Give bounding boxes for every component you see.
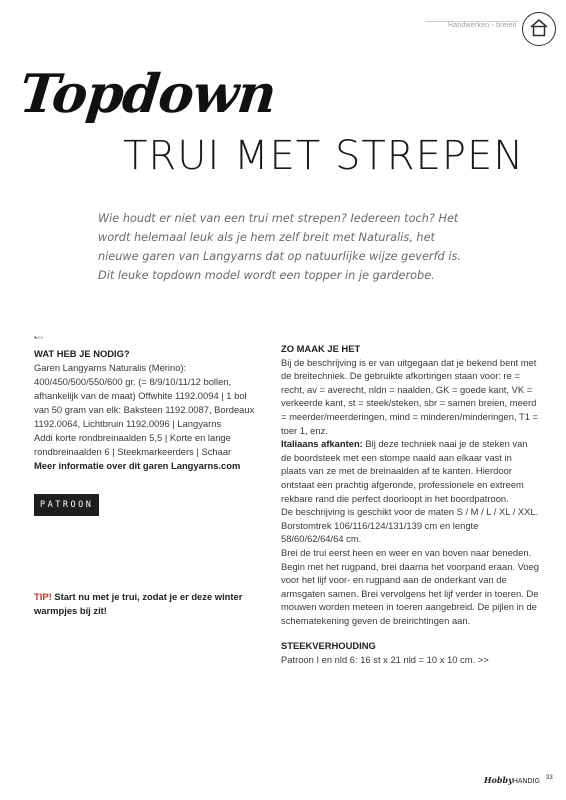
construction-paragraph: Brei de trui eerst heen en weer en van boven naar beneden. Begin met het rugpand, brei daarna het voorpand eraan. Voeg voor het lijf voor- en rugpand aan de onderkant van de armsgaten samen. Brei vervolgens het lijf verder in toeren. De mouwen worden meteen in toeren aangebreid. De pijlen in de schematekening geven de breirichtingen aan.: [281, 546, 539, 626]
abbreviations-paragraph: Bij de beschrijving is er van uitgegaan dat je bekend bent met de breitechniek. De gebruikte afkortingen staan voor: re = recht, av = averecht, nldn = naalden, GK = goede kant, VK = verkeerde kant, st = steek/steken, sbr = samen breien, meerd = meerder/meerderingen, mind = minderen/minderingen, T1 = toer 1, enz.: [281, 356, 538, 436]
difficulty-star-filled: *: [34, 335, 38, 344]
instructions-column: [281, 342, 539, 667]
home-button[interactable]: [522, 12, 556, 46]
instructions-heading: ZO MAAK JE HET: [281, 343, 361, 354]
tip-text: Start nu met je trui, zodat je er deze winter warmpjes bij zit!: [34, 591, 243, 616]
spacer: [281, 627, 539, 639]
gauge-paragraph: Patroon I en nld 6: 16 st x 21 nld = 10 x 10 cm. >>: [281, 654, 489, 666]
more-info-link[interactable]: Meer informatie over dit garen Langyarns.com: [34, 460, 241, 471]
logo-brand: Hobby: [484, 775, 513, 785]
materials-line: 1192.0064, Lichtbruin 1192.0096 | Langyarns: [34, 418, 222, 429]
materials-line: 400/450/500/550/600 gr. (= 8/9/10/11/12 bollen,: [34, 376, 232, 387]
materials-line: van 50 gram van elk: Baksteen 1192.0087, Bordeaux: [34, 404, 255, 415]
patroon-badge: PATROON: [34, 494, 99, 516]
materials-line: rondbreinaalden 6 | Steekmarkeerders | Schaar: [34, 446, 232, 457]
title-script: Topdown: [16, 63, 279, 125]
materials-heading: WAT HEB JE NODIG?: [34, 348, 130, 359]
page-title: TRUI MET STREPEN: [123, 133, 525, 179]
tip-label: TIP!: [34, 591, 52, 602]
materials-line: afhankelijk van de maat) Offwhite 1192.0094 | 1 bol: [34, 390, 247, 401]
materials-line: Garen Langyarns Naturalis (Merino):: [34, 362, 187, 373]
home-icon: [529, 18, 549, 38]
intro-paragraph: Wie houdt er niet van een trui met strepen? Iedereen toch? Het wordt helemaal leuk als je hem zelf breit met Naturalis, het nieuwe garen van Langyarns dat op natuurlijke wijze geverfd is. Dit leuke topdown model wordt een topper in je garderobe.: [98, 212, 461, 282]
section-label: Handwerken - breien: [448, 22, 517, 29]
magazine-logo: [484, 775, 540, 785]
materials-column: [34, 333, 262, 618]
italian-binding-label: Italiaans afkanten:: [281, 438, 363, 450]
difficulty-star-empty: **: [37, 335, 44, 344]
materials-line: Addi korte rondbreinaalden 5,5 | Korte en lange: [34, 432, 231, 443]
italian-binding-paragraph: [281, 437, 539, 505]
sizes-paragraph: De beschrijving is geschikt voor de maten S / M / L / XL / XXL. Borstomtrek 106/116/124/131/139 cm en lengte 58/60/62/64/64 cm.: [281, 506, 539, 545]
difficulty-rating: [34, 333, 262, 347]
page-number: 33: [546, 775, 553, 781]
logo-suffix: HANDIG: [512, 778, 540, 785]
gauge-heading: STEEKVERHOUDING: [281, 640, 376, 652]
tip-box: [34, 590, 262, 618]
italian-binding-text: Bij deze techniek naai je de steken van de boordsteek met een stompe naald aan elkaar vast in plaats van ze met de breinaalden af te kanten. Hierdoor ontstaat een prachtig afgeronde, professionele en extreem rekbare rand die perfect doorloopt in het boordpatroon.: [281, 438, 528, 504]
